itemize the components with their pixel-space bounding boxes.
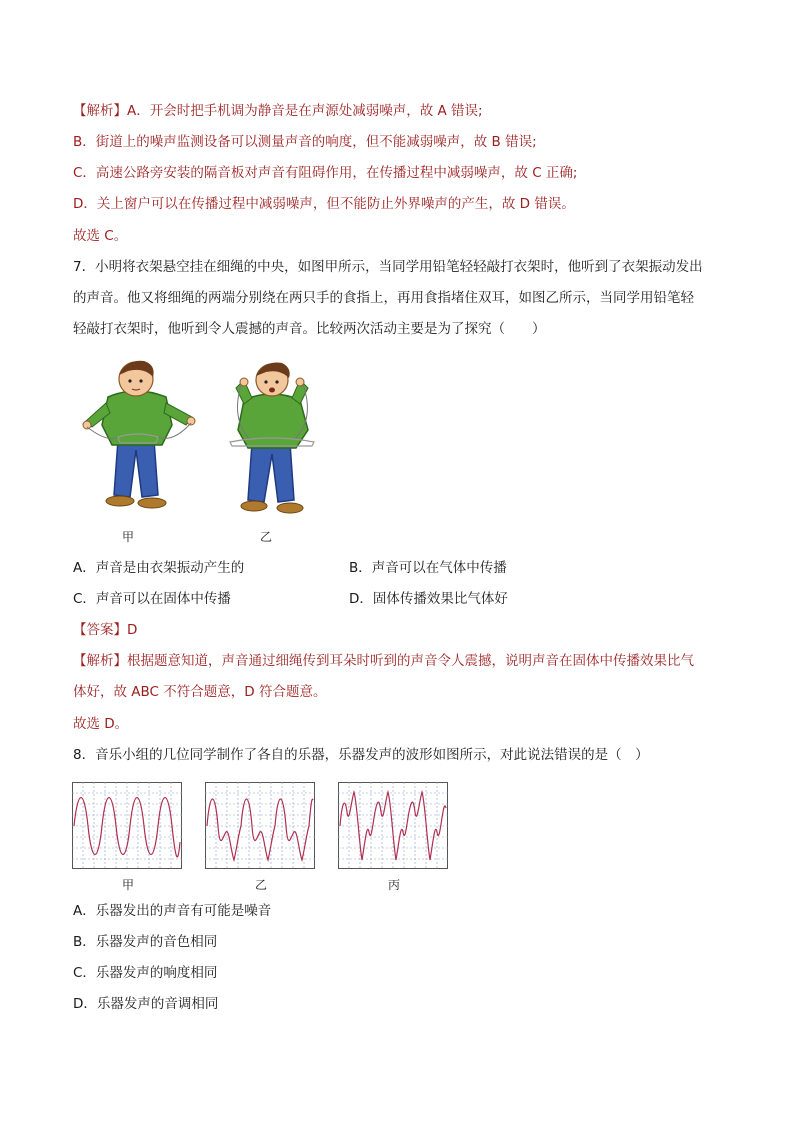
- figure-yi-boy-plugging-ears: [226, 358, 321, 520]
- question-7-line-1: 7．小明将衣架悬空挂在细绳的中央，如图甲所示，当同学用铅笔轻轻敲打衣架时，他听到了衣架振动发出: [73, 259, 703, 275]
- analysis-6-line-d: D．关上窗户可以在传播过程中减弱噪声，但不能防止外界噪声的产生，故 D 错误。: [73, 196, 575, 212]
- figure-caption-yi: 乙: [260, 530, 273, 544]
- q7-analysis-line-2: 体好，故 ABC 不符合题意，D 符合题意。: [73, 684, 327, 700]
- waveform-caption-bing: 丙: [388, 878, 401, 892]
- waveform-bing: [338, 782, 448, 869]
- question-7-line-2: 的声音。他又将细绳的两端分别绕在两只手的食指上，再用食指堵住双耳，如图乙所示，当同学用铅笔轻: [73, 290, 694, 306]
- q7-option-a: A．声音是由衣架振动产生的: [73, 560, 245, 576]
- analysis-6-line-a: 【解析】A．开会时把手机调为静音是在声源处减弱噪声，故 A 错误;: [73, 103, 483, 119]
- q7-analysis-line-1: 【解析】根据题意知道，声音通过细绳传到耳朵时听到的声音令人震撼，说明声音在固体中传播效果比气: [73, 653, 694, 669]
- waveform-jia: [72, 782, 182, 869]
- waveform-caption-jia: 甲: [122, 878, 135, 892]
- analysis-6-line-c: C．高速公路旁安装的隔音板对声音有阻碍作用，在传播过程中减弱噪声，故 C 正确;: [73, 165, 578, 181]
- q7-conclusion: 故选 D。: [73, 716, 129, 732]
- analysis-label: 【解析】: [73, 103, 127, 119]
- q8-option-b: B．乐器发声的音色相同: [73, 934, 218, 950]
- figure-jia-boy-with-hanger: [78, 355, 203, 520]
- q8-option-a: A．乐器发出的声音有可能是噪音: [73, 903, 272, 919]
- question-7-line-3: 轻敲打衣架时，他听到令人震撼的声音。比较两次活动主要是为了探究（ ）: [73, 321, 546, 337]
- q7-option-c: C．声音可以在固体中传播: [73, 591, 231, 607]
- waveform-caption-yi: 乙: [255, 878, 268, 892]
- waveform-yi: [205, 782, 315, 869]
- q7-option-d: D．固体传播效果比气体好: [349, 591, 508, 607]
- q8-option-c: C．乐器发声的响度相同: [73, 965, 218, 981]
- q7-option-b: B．声音可以在气体中传播: [349, 560, 507, 576]
- figure-caption-jia: 甲: [122, 530, 135, 544]
- q8-option-d: D．乐器发声的音调相同: [73, 996, 219, 1012]
- analysis-6-line-b: B．街道上的噪声监测设备可以测量声音的响度，但不能减弱噪声，故 B 错误;: [73, 134, 537, 150]
- question-8-stem: 8．音乐小组的几位同学制作了各自的乐器，乐器发声的波形如图所示，对此说法错误的是（ ）: [73, 747, 649, 763]
- analysis-6-conclusion: 故选 C。: [73, 228, 128, 244]
- q7-answer: 【答案】D: [73, 622, 138, 638]
